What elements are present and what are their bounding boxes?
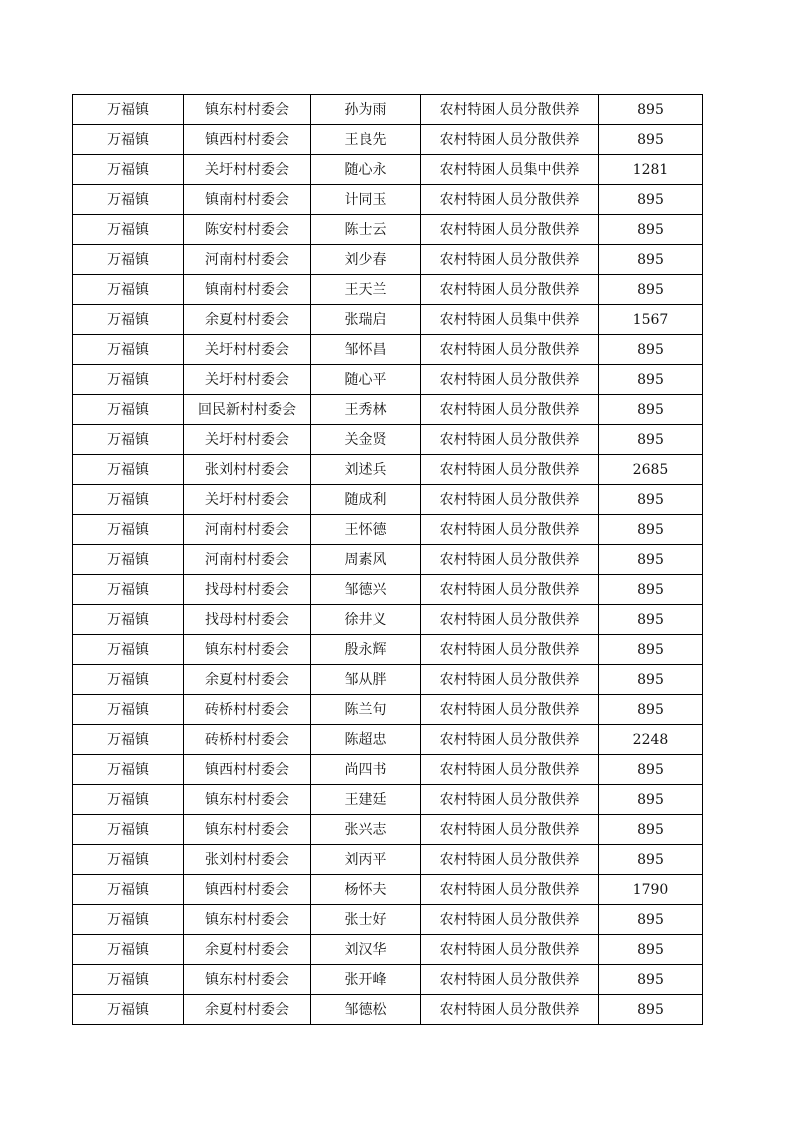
person-name-cell: 尚四书 [311, 755, 421, 785]
amount-cell: 895 [599, 635, 703, 665]
table-row [73, 125, 703, 155]
support-type-cell: 农村特困人员分散供养 [421, 965, 599, 995]
amount-cell: 895 [599, 485, 703, 515]
table-row [73, 365, 703, 395]
town-cell: 万福镇 [73, 515, 184, 545]
town-cell: 万福镇 [73, 995, 184, 1025]
amount-cell: 895 [599, 695, 703, 725]
amount-cell: 895 [599, 245, 703, 275]
amount-cell: 895 [599, 605, 703, 635]
support-type-cell: 农村特困人员分散供养 [421, 605, 599, 635]
village-committee-cell: 镇西村村委会 [184, 875, 311, 905]
amount-cell: 2685 [599, 455, 703, 485]
amount-cell: 895 [599, 965, 703, 995]
amount-cell: 895 [599, 395, 703, 425]
table-row [73, 905, 703, 935]
person-name-cell: 张兴志 [311, 815, 421, 845]
person-name-cell: 张开峰 [311, 965, 421, 995]
amount-cell: 895 [599, 755, 703, 785]
person-name-cell: 杨怀夫 [311, 875, 421, 905]
table-row [73, 305, 703, 335]
person-name-cell: 周素风 [311, 545, 421, 575]
person-name-cell: 王建廷 [311, 785, 421, 815]
table-row [73, 845, 703, 875]
table-row [73, 755, 703, 785]
support-type-cell: 农村特困人员集中供养 [421, 305, 599, 335]
support-type-cell: 农村特困人员分散供养 [421, 845, 599, 875]
amount-cell: 895 [599, 575, 703, 605]
town-cell: 万福镇 [73, 965, 184, 995]
person-name-cell: 孙为雨 [311, 95, 421, 125]
village-committee-cell: 砖桥村村委会 [184, 725, 311, 755]
amount-cell: 895 [599, 785, 703, 815]
amount-cell: 895 [599, 665, 703, 695]
amount-cell: 895 [599, 365, 703, 395]
table-row [73, 665, 703, 695]
person-name-cell: 王怀德 [311, 515, 421, 545]
support-type-cell: 农村特困人员分散供养 [421, 335, 599, 365]
town-cell: 万福镇 [73, 635, 184, 665]
town-cell: 万福镇 [73, 455, 184, 485]
village-committee-cell: 河南村村委会 [184, 245, 311, 275]
town-cell: 万福镇 [73, 665, 184, 695]
support-type-cell: 农村特困人员分散供养 [421, 665, 599, 695]
village-committee-cell: 镇东村村委会 [184, 815, 311, 845]
town-cell: 万福镇 [73, 875, 184, 905]
support-type-cell: 农村特困人员分散供养 [421, 995, 599, 1025]
support-type-cell: 农村特困人员分散供养 [421, 635, 599, 665]
amount-cell: 895 [599, 545, 703, 575]
village-committee-cell: 余夏村村委会 [184, 665, 311, 695]
town-cell: 万福镇 [73, 485, 184, 515]
support-type-cell: 农村特困人员分散供养 [421, 695, 599, 725]
village-committee-cell: 砖桥村村委会 [184, 695, 311, 725]
support-type-cell: 农村特困人员分散供养 [421, 515, 599, 545]
table-row [73, 515, 703, 545]
table-row [73, 785, 703, 815]
village-committee-cell: 镇南村村委会 [184, 275, 311, 305]
support-type-cell: 农村特困人员分散供养 [421, 395, 599, 425]
town-cell: 万福镇 [73, 305, 184, 335]
person-name-cell: 王天兰 [311, 275, 421, 305]
person-name-cell: 张瑞启 [311, 305, 421, 335]
village-committee-cell: 镇东村村委会 [184, 905, 311, 935]
roster-table [72, 94, 703, 1025]
person-name-cell: 随心平 [311, 365, 421, 395]
town-cell: 万福镇 [73, 935, 184, 965]
amount-cell: 895 [599, 425, 703, 455]
table-row [73, 155, 703, 185]
town-cell: 万福镇 [73, 755, 184, 785]
table-row [73, 95, 703, 125]
person-name-cell: 刘汉华 [311, 935, 421, 965]
support-type-cell: 农村特困人员分散供养 [421, 485, 599, 515]
table-row [73, 725, 703, 755]
person-name-cell: 计同玉 [311, 185, 421, 215]
village-committee-cell: 陈安村村委会 [184, 215, 311, 245]
table-row [73, 425, 703, 455]
village-committee-cell: 回民新村村委会 [184, 395, 311, 425]
village-committee-cell: 关圩村村委会 [184, 425, 311, 455]
amount-cell: 1281 [599, 155, 703, 185]
town-cell: 万福镇 [73, 395, 184, 425]
support-type-cell: 农村特困人员分散供养 [421, 185, 599, 215]
town-cell: 万福镇 [73, 275, 184, 305]
village-committee-cell: 河南村村委会 [184, 515, 311, 545]
person-name-cell: 刘丙平 [311, 845, 421, 875]
amount-cell: 895 [599, 95, 703, 125]
table-row [73, 965, 703, 995]
town-cell: 万福镇 [73, 425, 184, 455]
town-cell: 万福镇 [73, 725, 184, 755]
person-name-cell: 刘述兵 [311, 455, 421, 485]
person-name-cell: 陈士云 [311, 215, 421, 245]
village-committee-cell: 关圩村村委会 [184, 155, 311, 185]
town-cell: 万福镇 [73, 215, 184, 245]
table-row [73, 695, 703, 725]
table-row [73, 215, 703, 245]
person-name-cell: 随成利 [311, 485, 421, 515]
support-type-cell: 农村特困人员分散供养 [421, 875, 599, 905]
support-type-cell: 农村特困人员分散供养 [421, 785, 599, 815]
support-type-cell: 农村特困人员分散供养 [421, 215, 599, 245]
table-row [73, 995, 703, 1025]
person-name-cell: 徐井义 [311, 605, 421, 635]
person-name-cell: 邹从胖 [311, 665, 421, 695]
town-cell: 万福镇 [73, 545, 184, 575]
amount-cell: 895 [599, 185, 703, 215]
town-cell: 万福镇 [73, 905, 184, 935]
village-committee-cell: 余夏村村委会 [184, 995, 311, 1025]
village-committee-cell: 找母村村委会 [184, 575, 311, 605]
town-cell: 万福镇 [73, 845, 184, 875]
table-row [73, 605, 703, 635]
person-name-cell: 王良先 [311, 125, 421, 155]
table-row [73, 335, 703, 365]
village-committee-cell: 镇东村村委会 [184, 965, 311, 995]
town-cell: 万福镇 [73, 125, 184, 155]
village-committee-cell: 镇西村村委会 [184, 755, 311, 785]
support-type-cell: 农村特困人员分散供养 [421, 365, 599, 395]
town-cell: 万福镇 [73, 785, 184, 815]
table-row [73, 185, 703, 215]
person-name-cell: 陈超忠 [311, 725, 421, 755]
table-row [73, 545, 703, 575]
amount-cell: 895 [599, 215, 703, 245]
support-type-cell: 农村特困人员分散供养 [421, 245, 599, 275]
amount-cell: 895 [599, 815, 703, 845]
support-type-cell: 农村特困人员集中供养 [421, 155, 599, 185]
table-row [73, 245, 703, 275]
village-committee-cell: 镇南村村委会 [184, 185, 311, 215]
town-cell: 万福镇 [73, 95, 184, 125]
amount-cell: 895 [599, 275, 703, 305]
support-type-cell: 农村特困人员分散供养 [421, 905, 599, 935]
person-name-cell: 邹德兴 [311, 575, 421, 605]
village-committee-cell: 关圩村村委会 [184, 365, 311, 395]
town-cell: 万福镇 [73, 695, 184, 725]
village-committee-cell: 余夏村村委会 [184, 305, 311, 335]
support-type-cell: 农村特困人员分散供养 [421, 815, 599, 845]
support-type-cell: 农村特困人员分散供养 [421, 275, 599, 305]
support-type-cell: 农村特困人员分散供养 [421, 545, 599, 575]
table-row [73, 485, 703, 515]
amount-cell: 895 [599, 335, 703, 365]
town-cell: 万福镇 [73, 575, 184, 605]
village-committee-cell: 张刘村村委会 [184, 455, 311, 485]
amount-cell: 895 [599, 125, 703, 155]
village-committee-cell: 找母村村委会 [184, 605, 311, 635]
person-name-cell: 随心永 [311, 155, 421, 185]
amount-cell: 895 [599, 845, 703, 875]
support-type-cell: 农村特困人员分散供养 [421, 125, 599, 155]
table-row [73, 395, 703, 425]
support-type-cell: 农村特困人员分散供养 [421, 575, 599, 605]
town-cell: 万福镇 [73, 815, 184, 845]
amount-cell: 895 [599, 905, 703, 935]
support-type-cell: 农村特困人员分散供养 [421, 725, 599, 755]
table-row [73, 875, 703, 905]
person-name-cell: 关金贤 [311, 425, 421, 455]
support-type-cell: 农村特困人员分散供养 [421, 935, 599, 965]
roster-table-body [73, 95, 703, 1025]
support-type-cell: 农村特困人员分散供养 [421, 425, 599, 455]
amount-cell: 895 [599, 515, 703, 545]
amount-cell: 895 [599, 935, 703, 965]
person-name-cell: 张士好 [311, 905, 421, 935]
village-committee-cell: 镇东村村委会 [184, 95, 311, 125]
support-type-cell: 农村特困人员分散供养 [421, 755, 599, 785]
table-row [73, 635, 703, 665]
table-row [73, 935, 703, 965]
amount-cell: 895 [599, 995, 703, 1025]
person-name-cell: 王秀林 [311, 395, 421, 425]
town-cell: 万福镇 [73, 185, 184, 215]
support-type-cell: 农村特困人员分散供养 [421, 455, 599, 485]
town-cell: 万福镇 [73, 365, 184, 395]
village-committee-cell: 镇西村村委会 [184, 125, 311, 155]
village-committee-cell: 关圩村村委会 [184, 485, 311, 515]
person-name-cell: 邹怀昌 [311, 335, 421, 365]
village-committee-cell: 关圩村村委会 [184, 335, 311, 365]
table-row [73, 455, 703, 485]
table-row [73, 815, 703, 845]
amount-cell: 1790 [599, 875, 703, 905]
support-type-cell: 农村特困人员分散供养 [421, 95, 599, 125]
village-committee-cell: 镇东村村委会 [184, 635, 311, 665]
amount-cell: 1567 [599, 305, 703, 335]
town-cell: 万福镇 [73, 605, 184, 635]
person-name-cell: 殷永辉 [311, 635, 421, 665]
town-cell: 万福镇 [73, 245, 184, 275]
village-committee-cell: 河南村村委会 [184, 545, 311, 575]
person-name-cell: 陈兰句 [311, 695, 421, 725]
village-committee-cell: 镇东村村委会 [184, 785, 311, 815]
table-row [73, 275, 703, 305]
town-cell: 万福镇 [73, 335, 184, 365]
village-committee-cell: 余夏村村委会 [184, 935, 311, 965]
person-name-cell: 邹德松 [311, 995, 421, 1025]
table-row [73, 575, 703, 605]
village-committee-cell: 张刘村村委会 [184, 845, 311, 875]
person-name-cell: 刘少春 [311, 245, 421, 275]
amount-cell: 2248 [599, 725, 703, 755]
town-cell: 万福镇 [73, 155, 184, 185]
